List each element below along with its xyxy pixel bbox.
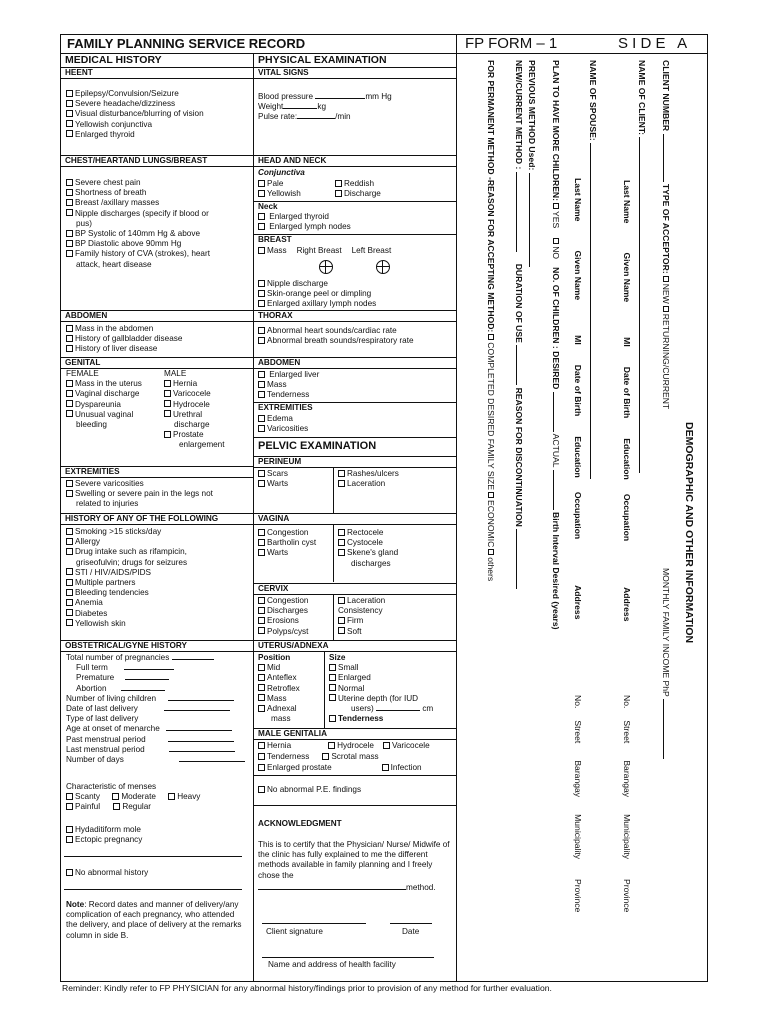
checkbox[interactable]: [338, 627, 345, 634]
checkbox[interactable]: [338, 597, 345, 604]
uterus-title: UTERUS/ADNEXA: [258, 641, 329, 650]
checkbox[interactable]: [329, 715, 336, 722]
abdomen-exam-title: ABDOMEN: [258, 358, 301, 367]
checkbox[interactable]: [164, 400, 171, 407]
checkbox[interactable]: [66, 345, 73, 352]
checkbox[interactable]: [258, 470, 265, 477]
right-breast-diagram-icon: [319, 260, 333, 274]
checkbox[interactable]: [488, 492, 494, 498]
menses-block: Characteristic of menses Scanty Moderate Heavy Painful Regular: [66, 782, 201, 812]
no-abnormal-pe: No abnormal P.E. findings: [258, 785, 361, 795]
checkbox[interactable]: [66, 803, 73, 810]
checkbox[interactable]: [66, 240, 73, 247]
mole-block: Hydaditiform mole Ectopic pregnancy: [66, 825, 142, 845]
history-following-list: Smoking >15 sticks/day Allergy Drug intake such as rifampicin, griseofulvin; drugs for seizures STI / HIV/AIDS/PIDS Multiple partners Bleeding tendencies Anemia Diabetes Yellowish skin: [66, 527, 187, 629]
client-signature-label: Client signature: [266, 927, 323, 936]
checkbox[interactable]: [258, 371, 265, 378]
checkbox[interactable]: [112, 793, 119, 800]
checkbox[interactable]: [383, 742, 390, 749]
vagina-left: Congestion Bartholin cyst Warts: [258, 528, 316, 559]
monthly-income: MONTHLY FAMILY INCOME PhP: [661, 568, 671, 759]
checkbox[interactable]: [258, 753, 265, 760]
checkbox[interactable]: [168, 793, 175, 800]
conjunctiva-label: Conjunctiva: [258, 168, 305, 177]
obstetrical-title: OBSTETRICAL/GYNE HISTORY: [65, 641, 187, 650]
spouse-name-labels: Last NameGiven NameMIDate of BirthEducationOccupationAddress: [573, 178, 583, 620]
form-title: FAMILY PLANNING SERVICE RECORD: [67, 36, 306, 51]
checkbox[interactable]: [66, 548, 73, 555]
checkbox[interactable]: [66, 619, 73, 626]
checkbox[interactable]: [258, 327, 265, 334]
male-genitalia-row3: Enlarged prostate Infection: [258, 763, 422, 773]
checkbox[interactable]: [66, 599, 73, 606]
checkbox[interactable]: [66, 609, 73, 616]
checkbox[interactable]: [66, 528, 73, 535]
client-address-parts: No.StreetBarangayMunicipalityProvince: [622, 695, 632, 913]
conjunctiva-left: Pale Yellowish: [258, 179, 301, 199]
checkbox[interactable]: [663, 276, 669, 282]
checkbox[interactable]: [258, 705, 265, 712]
neck-label: Neck: [258, 202, 278, 211]
medical-history-heading: MEDICAL HISTORY: [65, 54, 162, 66]
checkbox[interactable]: [66, 120, 73, 127]
checkbox[interactable]: [258, 674, 265, 681]
checkbox[interactable]: [66, 325, 73, 332]
chest-list: Severe chest pain Shortness of breath Breast /axillary masses Nipple discharges (specify if blood or pus) BP Systolic of 140mm Hg & above BP Diastolic above 90mm Hg Family history of CVA (strokes), heart attack, heart disease: [66, 178, 210, 270]
demographic-heading: DEMOGRAPHIC AND OTHER INFORMATION: [683, 422, 695, 644]
spouse-address-parts: No.StreetBarangayMunicipalityProvince: [573, 695, 583, 913]
pelvic-exam-heading: PELVIC EXAMINATION: [258, 440, 377, 452]
male-genitalia-row1: Hernia Hydrocele Varicocele: [258, 741, 430, 751]
checkbox[interactable]: [258, 213, 265, 220]
checkbox[interactable]: [258, 190, 265, 197]
checkbox[interactable]: [338, 539, 345, 546]
checkbox[interactable]: [258, 381, 265, 388]
checkbox[interactable]: [66, 538, 73, 545]
checkbox[interactable]: [258, 415, 265, 422]
cervix-left: Congestion Discharges Erosions Polyps/cyst: [258, 596, 308, 637]
checkbox[interactable]: [66, 793, 73, 800]
spouse-name-line: NAME OF SPOUSE:: [588, 60, 598, 479]
breast-list: Nipple discharge Skin-orange peel or dimpling Enlarged axillary lymph nodes: [258, 279, 376, 310]
vital-signs-fields: Blood pressure mm Hg Weight kg Pulse rate: /min: [258, 92, 392, 122]
genital-title: GENITAL: [65, 358, 101, 367]
perineum-title: PERINEUM: [258, 457, 302, 466]
previous-method: PREVIOUS METHOD Used:: [527, 60, 537, 267]
checkbox[interactable]: [258, 627, 265, 634]
date-label: Date: [402, 927, 420, 936]
client-name-labels: Last NameGiven NameMIDate of BirthEducationOccupationAddress: [622, 180, 632, 622]
uterus-size: Size Small Enlarged Normal Uterine depth (for IUD users) cm Tenderness: [329, 653, 434, 724]
checkbox[interactable]: [113, 803, 120, 810]
abdomen-exam-list: Enlarged liver Mass Tenderness: [258, 370, 319, 401]
checkbox[interactable]: [258, 290, 265, 297]
checkbox[interactable]: [663, 306, 669, 312]
checkbox[interactable]: [66, 130, 73, 137]
checkbox[interactable]: [488, 334, 494, 340]
acknowledgment-title: ACKNOWLEDGMENT: [258, 819, 342, 828]
uterus-position: Position Mid Anteflex Retroflex Mass Adnexal mass: [258, 653, 300, 724]
checkbox[interactable]: [258, 742, 265, 749]
checkbox[interactable]: [553, 203, 559, 209]
checkbox[interactable]: [66, 189, 73, 196]
checkbox[interactable]: [488, 549, 494, 555]
thorax-list: Abnormal heart sounds/cardiac rate Abnormal breath sounds/respiratory rate: [258, 326, 414, 346]
client-name-line: NAME OF CLIENT:: [637, 60, 647, 473]
checkbox[interactable]: [66, 335, 73, 342]
checkbox[interactable]: [258, 480, 265, 487]
checkbox[interactable]: [258, 180, 265, 187]
checkbox[interactable]: [258, 300, 265, 307]
health-facility-label: Name and address of health facility: [268, 960, 396, 969]
reminder-footer: Reminder: Kindly refer to FP PHYSICIAN for any abnormal history/findings prior to provision of any method for further evaluation.: [62, 983, 552, 993]
extremities-history-title: EXTREMITIES: [65, 467, 120, 476]
male-genitalia-title: MALE GENITALIA: [258, 729, 327, 738]
checkbox[interactable]: [258, 280, 265, 287]
checkbox[interactable]: [338, 470, 345, 477]
checkbox[interactable]: [66, 826, 73, 833]
perineum-right: Rashes/ulcers Laceration: [338, 469, 399, 489]
checkbox[interactable]: [258, 549, 265, 556]
checkbox[interactable]: [66, 836, 73, 843]
delivery-note: Note: Record dates and manner of delivery/any complication of each pregnancy, who attended the delivery, and place of delivery at the remarks column in side B.: [66, 900, 242, 940]
checkbox[interactable]: [258, 529, 265, 536]
side-label: S I D E A: [618, 35, 688, 52]
checkbox[interactable]: [164, 390, 171, 397]
checkbox[interactable]: [66, 490, 73, 497]
checkbox[interactable]: [66, 90, 73, 97]
heent-title: HEENT: [65, 68, 93, 77]
extremities-history-list: Severe varicosities Swelling or severe pain in the legs not related to injuries: [66, 479, 213, 510]
checkbox[interactable]: [66, 380, 73, 387]
vagina-title: VAGINA: [258, 514, 290, 523]
abdomen-history-list: Mass in the abdomen History of gallbladder disease History of liver disease: [66, 324, 182, 355]
cervix-right: Laceration Consistency Firm Soft: [338, 596, 386, 636]
checkbox[interactable]: [382, 764, 389, 771]
vital-signs-title: VITAL SIGNS: [258, 68, 309, 77]
checkbox[interactable]: [66, 390, 73, 397]
checkbox[interactable]: [335, 190, 342, 197]
checkbox[interactable]: [258, 764, 265, 771]
client-number-line: CLIENT NUMBER TYPE OF ACCEPTOR:NEWRETURNING/CURRENT: [661, 60, 671, 410]
vagina-right: Rectocele Cystocele Skene's gland discharges: [338, 528, 398, 569]
checkbox[interactable]: [66, 869, 73, 876]
obstetrical-fields: Total number of pregnancies Full term Premature Abortion Number of living children Date of last delivery Type of last delivery Age at onset of menarche Past menstrual period Last menstrual period Number of days: [66, 653, 245, 765]
checkbox[interactable]: [66, 480, 73, 487]
checkbox[interactable]: [258, 607, 265, 614]
checkbox[interactable]: [66, 250, 73, 257]
checkbox[interactable]: [164, 380, 171, 387]
head-neck-title: HEAD AND NECK: [258, 156, 327, 165]
perineum-left: Scars Warts: [258, 469, 288, 489]
checkbox[interactable]: [258, 684, 265, 691]
checkbox[interactable]: [338, 480, 345, 487]
checkbox[interactable]: [258, 391, 265, 398]
genital-male-list: MALE Hernia Varicocele Hydrocele Urethral discharge Prostate enlargement: [164, 369, 225, 450]
checkbox[interactable]: [258, 664, 265, 671]
conjunctiva-right: Reddish Discharge: [335, 179, 381, 199]
no-abnormal-history: No abnormal history: [66, 868, 148, 878]
checkbox[interactable]: [66, 568, 73, 575]
cervix-title: CERVIX: [258, 584, 289, 593]
neck-list: Enlarged thyroid Enlarged lymph nodes: [258, 212, 351, 232]
checkbox[interactable]: [329, 664, 336, 671]
breast-mass-row: Mass Right Breast Left Breast: [258, 246, 391, 256]
checkbox[interactable]: [258, 425, 265, 432]
checkbox[interactable]: [338, 529, 345, 536]
checkbox[interactable]: [329, 674, 336, 681]
checkbox[interactable]: [338, 617, 345, 624]
genital-female-list: FEMALE Mass in the uterus Vaginal discharge Dyspareunia Unusual vaginal bleeding: [66, 369, 142, 430]
checkbox[interactable]: [338, 549, 345, 556]
checkbox[interactable]: [164, 410, 171, 417]
checkbox[interactable]: [258, 223, 265, 230]
permanent-method-reason: FOR PERMANENT METHOD -REASON FOR ACCEPTING METHOD:COMPLETED DESIRED FAMILY SIZEECONOMICothers: [486, 60, 496, 582]
checkbox[interactable]: [66, 589, 73, 596]
checkbox[interactable]: [66, 179, 73, 186]
checkbox[interactable]: [164, 431, 171, 438]
checkbox[interactable]: [258, 247, 265, 254]
checkbox[interactable]: [258, 539, 265, 546]
checkbox[interactable]: [66, 110, 73, 117]
checkbox[interactable]: [66, 199, 73, 206]
checkbox[interactable]: [258, 337, 265, 344]
checkbox[interactable]: [258, 786, 265, 793]
checkbox[interactable]: [328, 742, 335, 749]
checkbox[interactable]: [66, 400, 73, 407]
checkbox[interactable]: [66, 410, 73, 417]
checkbox[interactable]: [66, 209, 73, 216]
checkbox[interactable]: [258, 694, 265, 701]
abdomen-history-title: ABDOMEN: [65, 311, 108, 320]
method-line: method.: [258, 883, 436, 893]
acknowledgment-text: This is to certify that the Physician/ Nurse/ Midwife of the clinic has fully explained to me the different methods available in family planning and I freely chose the: [258, 840, 450, 880]
history-following-title: HISTORY OF ANY OF THE FOLLOWING: [65, 514, 219, 523]
checkbox[interactable]: [66, 579, 73, 586]
physical-exam-heading: PHYSICAL EXAMINATION: [258, 54, 387, 66]
male-genitalia-row2: Tenderness Scrotal mass: [258, 752, 379, 762]
form-number: FP FORM – 1: [465, 35, 558, 52]
new-current-method: NEW/CURRENT METHOD : DURATION OF USE REASON FOR DISCONTINUATION: [514, 60, 524, 589]
checkbox[interactable]: [258, 617, 265, 624]
checkbox[interactable]: [335, 180, 342, 187]
checkbox[interactable]: [66, 230, 73, 237]
heent-list: Epilepsy/Convulsion/Seizure Severe headache/dizziness Visual disturbance/blurring of vision Yellowish conjunctiva Enlarged thyroid: [66, 89, 204, 140]
plan-more-children: PLAN TO HAVE MORE CHILDREN:YESNONO. OF CHILDREN : DESIRED ACTUAL Birth Interval Desired (years): [551, 60, 561, 630]
checkbox[interactable]: [553, 238, 559, 244]
left-breast-diagram-icon: [376, 260, 390, 274]
chest-title: CHEST/HEARTAND LUNGS/BREAST: [65, 156, 208, 165]
extremities-exam-title: EXTREMITIES: [258, 403, 313, 412]
breast-label: BREAST: [258, 235, 292, 244]
checkbox[interactable]: [329, 694, 336, 701]
extremities-exam-list: Edema Varicosities: [258, 414, 308, 434]
checkbox[interactable]: [66, 100, 73, 107]
checkbox[interactable]: [322, 753, 329, 760]
checkbox[interactable]: [329, 684, 336, 691]
checkbox[interactable]: [258, 597, 265, 604]
thorax-title: THORAX: [258, 311, 293, 320]
